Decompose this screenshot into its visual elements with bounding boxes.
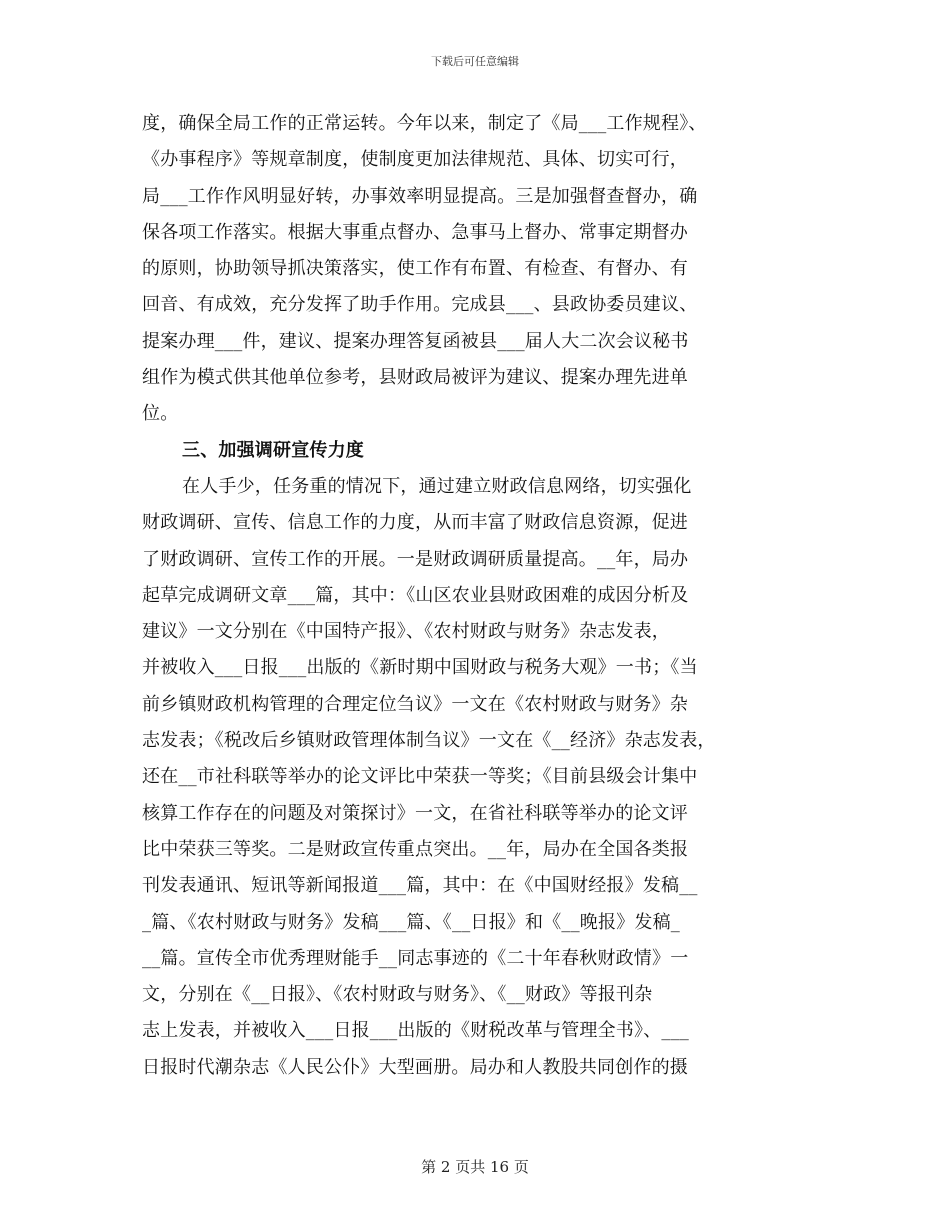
- section-heading: 三、加强调研宣传力度: [182, 439, 364, 461]
- text-line: 财政调研、宣传、信息工作的力度，从而丰富了财政信息资源，促进: [142, 512, 688, 534]
- text-line: 志发表；《税改后乡镇财政管理体制刍议》一文在《__经济》杂志发表，: [142, 730, 716, 752]
- text-line: 在人手少，任务重的情况下，通过建立财政信息网络，切实强化: [182, 475, 692, 497]
- text-line: 起草完成调研文章___篇，其中：《山区农业县财政困难的成因分析及: [142, 584, 689, 606]
- text-line: 回音、有成效，充分发挥了助手作用。完成县___、县政协委员建议、: [142, 294, 698, 316]
- text-line: 提案办理___件，建议、提案办理答复函被县___届人大二次会议秘书: [142, 330, 689, 352]
- text-line: 局___工作作风明显好转，办事效率明显提高。三是加强督查督办，确: [142, 185, 698, 207]
- page-header: 下载后可任意编辑: [431, 55, 519, 68]
- text-line: 并被收入___日报___出版的《新时期中国财政与税务大观》一书；《当: [142, 657, 698, 679]
- text-line: 位。: [142, 403, 179, 425]
- text-line: 日报时代潮杂志《人民公仆》大型画册。局办和人教股共同创作的摄: [142, 1056, 688, 1078]
- text-line: 《办事程序》等规章制度，使制度更加法律规范、具体、切实可行，: [142, 149, 688, 171]
- text-line: 志上发表，并被收入___日报___出版的《财税改革与管理全书》、___: [142, 1020, 689, 1042]
- text-line: 核算工作存在的问题及对策探讨》一文，在省社科联等举办的论文评: [142, 802, 688, 824]
- text-line: 还在__市社科联等举办的论文评比中荣获一等奖；《目前县级会计集中: [142, 766, 698, 788]
- text-line: 的原则，协助领导抓决策落实，使工作有布置、有检查、有督办、有: [142, 258, 688, 280]
- text-line: 文，分别在《__日报》、《农村财政与财务》、《__财政》等报刊杂: [142, 984, 653, 1006]
- page-footer: 第 2 页共 16 页: [421, 1158, 529, 1176]
- text-line: 了财政调研、宣传工作的开展。一是财政调研质量提高。__年，局办: [142, 548, 689, 570]
- text-line: __篇。宣传全市优秀理财能手__同志事迹的《二十年春秋财政情》一: [142, 947, 689, 969]
- text-line: 前乡镇财政机构管理的合理定位刍议》一文在《农村财政与财务》杂: [142, 693, 688, 715]
- text-line: 保各项工作落实。根据大事重点督办、急事马上督办、常事定期督办: [142, 221, 688, 243]
- text-line: _篇、《农村财政与财务》发稿___篇、《__日报》和《__晚报》发稿_: [142, 911, 680, 933]
- text-line: 建议》一文分别在《中国特产报》、《农村财政与财务》杂志发表，: [142, 621, 670, 643]
- text-line: 组作为模式供其他单位参考，县财政局被评为建议、提案办理先进单: [142, 367, 688, 389]
- text-line: 比中荣获三等奖。二是财政宣传重点突出。__年，局办在全国各类报: [142, 838, 689, 860]
- text-line: 度，确保全局工作的正常运转。今年以来，制定了《局___工作规程》、: [142, 113, 707, 134]
- document-body: [142, 106, 822, 1086]
- text-line: 刊发表通讯、短讯等新闻报道___篇，其中：在《中国财经报》发稿__: [142, 875, 698, 897]
